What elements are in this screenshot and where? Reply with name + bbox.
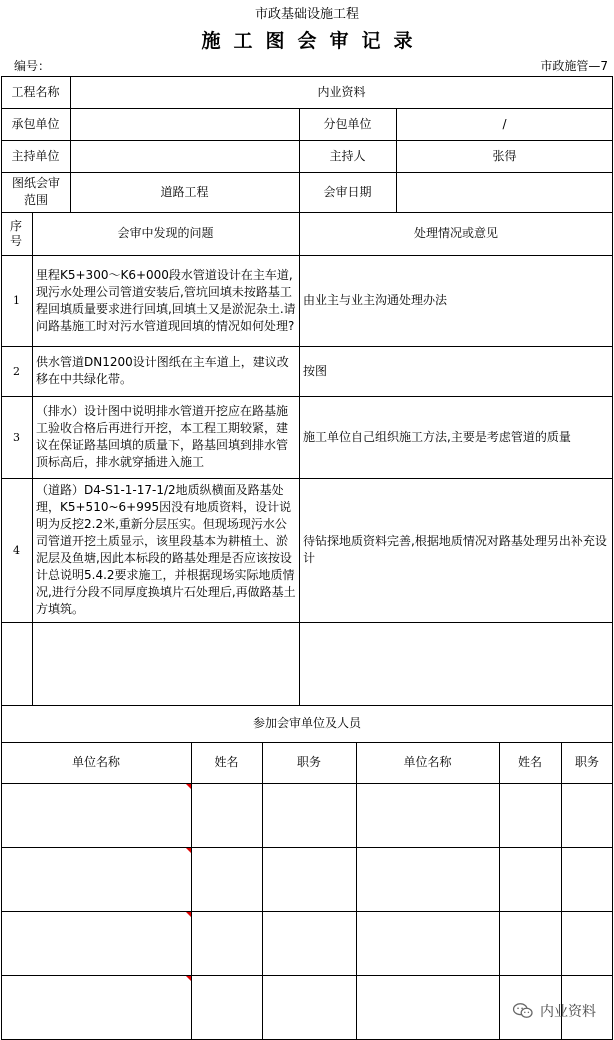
wechat-icon	[512, 1002, 534, 1020]
form-title: 施工图会审记录	[201, 30, 426, 52]
table-rule	[1, 847, 613, 848]
contractor-value	[70, 108, 299, 140]
participants-position-header: 职务	[296, 755, 321, 769]
form-code: 市政施管—7	[540, 59, 608, 73]
host-unit-value	[70, 140, 299, 172]
issue-problem: （道路）D4-S1-1-17-1/2地质纵横面及路基处理，K5+510~6+995因没有地质资料，设计说明为反挖2.2米,重新分层压实。但现场现污水公司管道开挖土质显示，该里段基本为耕植土、淤泥层及鱼塘,因此本标段的路基处理是否应该按设计总说明5.4.2要求施工，并根据现场实际地质情况,进行分段不同厚度换填片石处理后,再做路基土方填筑。	[36, 483, 296, 616]
subcontractor-value: /	[502, 116, 507, 131]
project-name-label: 工程名称	[11, 84, 60, 99]
issue-seq: 3	[13, 430, 20, 444]
issue-seq: 4	[13, 543, 20, 557]
watermark	[512, 1001, 596, 1021]
participants-position-header: 职务	[574, 755, 599, 769]
host-person-value: 张得	[492, 148, 517, 163]
participants-unit-header: 单位名称	[403, 755, 452, 769]
issue-seq: 2	[13, 364, 20, 378]
contractor-label: 承包单位	[11, 116, 60, 131]
number-label: 编号：	[14, 59, 51, 73]
host-person-label: 主持人	[329, 148, 366, 163]
participants-name-header: 姓名	[517, 755, 542, 769]
comment-marker-icon[interactable]	[186, 784, 191, 789]
issue-problem: 供水管道DN1200设计图纸在主车道上，建议改移在中共绿化带。	[36, 355, 289, 386]
issue-handling: 施工单位自己组织施工方法,主要是考虑管道的质量	[303, 429, 571, 444]
table-divider	[499, 742, 500, 1039]
participants-title: 参加会审单位及人员	[252, 716, 361, 730]
table-rule	[1, 975, 613, 976]
problem-header: 会审中发现的问题	[117, 226, 214, 240]
table-divider	[191, 742, 192, 1039]
date-label: 会审日期	[323, 184, 372, 199]
table-rule	[1, 622, 613, 623]
project-name-value: 内业资料	[317, 84, 366, 99]
comment-marker-icon[interactable]	[186, 912, 191, 917]
participants-unit-header: 单位名称	[71, 755, 120, 769]
comment-marker-icon[interactable]	[186, 976, 191, 981]
table-divider	[262, 742, 263, 1039]
seq-header: 序号	[9, 218, 22, 248]
handling-header: 处理情况或意见	[413, 226, 498, 240]
watermark-text: 内业资料	[540, 1004, 596, 1020]
project-category: 市政基础设施工程	[254, 7, 359, 22]
issue-seq: 1	[13, 294, 20, 307]
subcontractor-label: 分包单位	[323, 116, 372, 131]
table-divider	[356, 742, 357, 1039]
issue-handling: 按图	[303, 363, 328, 378]
table-divider	[561, 742, 562, 1039]
issue-problem: 里程K5+300～K6+000段水管道设计在主车道,现污水处理公司管道安装后,管坑回填未按路基工程回填质量要求进行回填,回填土又是淤泥杂土.请问路基施工时对污水管道现回填的情况如何处理?	[36, 267, 296, 333]
scope-value: 道路工程	[160, 184, 209, 199]
host-unit-label: 主持单位	[11, 148, 60, 163]
issue-handling: 由业主与业主沟通处理办法	[303, 293, 448, 307]
date-value	[396, 172, 613, 212]
scope-label: 图纸会审范围	[11, 176, 60, 207]
participants-name-header: 姓名	[214, 755, 239, 769]
issue-handling: 待钻探地质资料完善,根据地质情况对路基处理另出补充设计	[303, 534, 607, 565]
table-rule	[1, 911, 613, 912]
table-rule	[1, 783, 613, 784]
comment-marker-icon[interactable]	[186, 848, 191, 853]
issue-problem: （排水）设计图中说明排水管道开挖应在路基施工验收合格后再进行开挖，本工程工期较紧，建议在保证路基回填的质量下，路基回填到排水管顶标高后，排水就穿插进入施工	[36, 404, 289, 469]
